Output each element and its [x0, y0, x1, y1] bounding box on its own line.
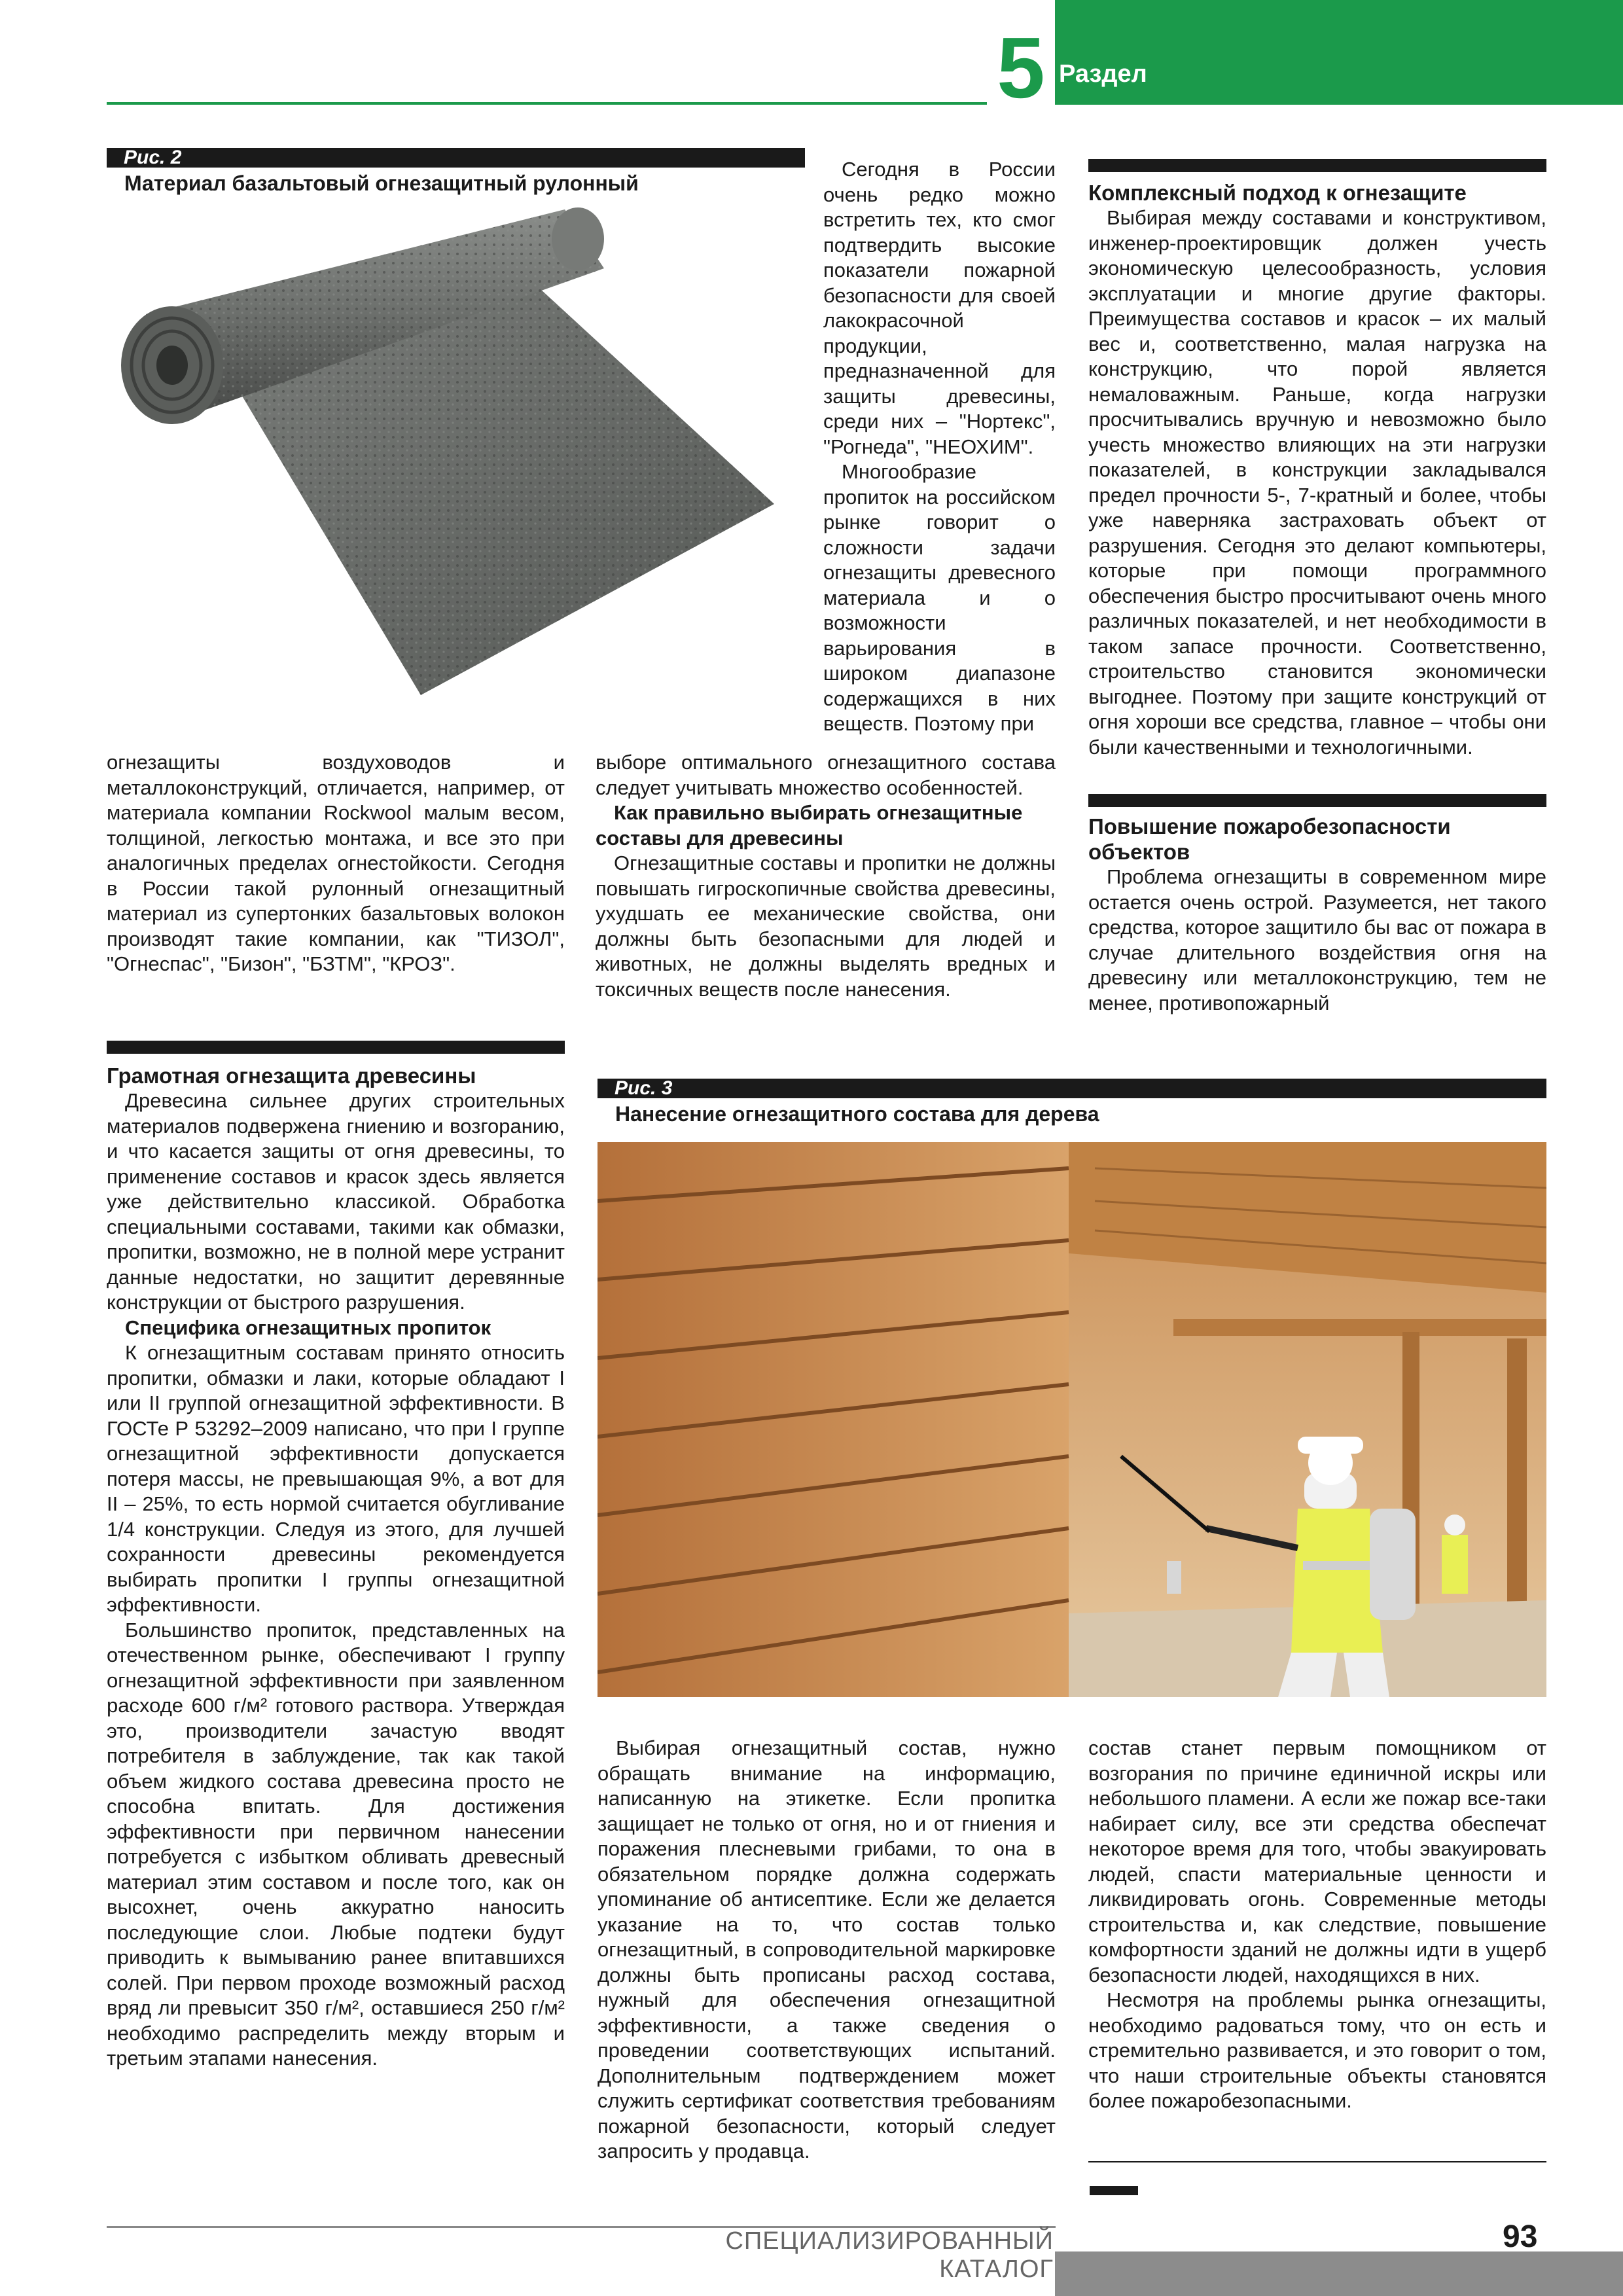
heading-bar	[107, 1041, 565, 1054]
end-mark	[1090, 2186, 1138, 2195]
paragraph: огнезащиты воздуховодов и металлоконструкций, отличается, например, от материала компании Rockwool малым весом, толщиной, легкостью монтажа, и все это при аналогичных пределах огнестойкости. Сегодня в России такой рулонный огнезащитный материал из супертонких базальтовых волокон производят такие компании, как "ТИЗОЛ", "Огнеспас", "Бизон", "БЗТМ", "КРОЗ".	[107, 751, 565, 975]
section-label: Раздел	[1059, 60, 1147, 88]
paragraph: Большинство пропиток, представленных на отечественном рынке, обеспечивают I группу огнезащитной эффективности при заявленном расходе 600 г/м² готового раствора. Утверждая это, производители зачастую вводят потребителя в заблуждение, так как такой объем жидкого состава древесина просто не способна впитать. Для достижения эффективности при первичном нанесении потребуется с избытком обливать древесный материал этим составом и после того, как он высохнет, очень аккуратно наносить последующие слои. Любые подтеки будут приводить к вымыванию ранее впитавшихся солей. При первом проходе возможный расход вряд ли превысит 350 г/м², оставшиеся 250 г/м² необходимо распределить между вторым и третьим этапами нанесения.	[107, 1618, 565, 2070]
section-heading: Повышение пожаробезопасности объектов	[1088, 814, 1451, 864]
section-heading: Комплексный подход к огнезащите	[1088, 181, 1467, 205]
wood-treatment-photo	[597, 1142, 1546, 1697]
heading-bar	[1088, 159, 1546, 172]
paragraph: состав станет первым помощником от возгорания по причине единичной искры или небольшого пламени. А если же пожар все-таки набирает силу, все эти средства обеспечат некоторое время для того, чтобы эвакуировать людей, спасти материальные ценности и ликвидировать огонь. Современные методы строительства и, как следствие, повышение комфортности зданий не должны идти в ущерб безопасности людей, находящихся в них.	[1088, 1736, 1546, 1986]
paragraph: К огнезащитным составам принято относить пропитки, обмазки и лаки, которые обладают I или II группой огнезащитной эффективности. В ГОСТе Р 53292–2009 написано, что при I группе огнезащитной эффективности допускается потеря массы, не превышающая 9%, а вот для II – 25%, то есть нормой считается обугливание 1/4 конструкции. Следуя из этого, для лучшей сохранности древесины рекомендуется выбирать пропитки I группы огнезащитной эффективности.	[107, 1341, 565, 1616]
footer-band	[1055, 2251, 1623, 2296]
article-col-left-bottom	[107, 1041, 565, 2206]
paragraph: Древесина сильнее других строительных материалов подвержена гниению и возгоранию, и что касается защиты от огня древесины, то применение составов и красок здесь является уже действительно классикой. Обработка специальными составами, такими как обмазки, пропитки, возможно, не в полной мере устранит данные недостатки, но защитит деревянные конструкции от быстрого разрушения.	[107, 1089, 565, 1314]
section-heading: Грамотная огнезащита древесины	[107, 1064, 476, 1088]
paragraph: Сегодня в России очень редко можно встретить тех, кто смог подтвердить высокие показатели пожарной безопасности для своей лакокрасочной продукции, предназначенной для защиты древесины, среди них – "Нортекс", "Рогнеда", "НЕОХИМ".	[823, 158, 1056, 458]
paragraph: выборе оптимального огнезащитного состава следует учитывать множество особенностей.	[596, 751, 1056, 799]
fig2-bar	[107, 148, 805, 168]
fig3-caption: Нанесение огнезащитного состава для дерева	[615, 1102, 1099, 1126]
article-col-right-bottom	[1088, 1736, 1546, 2155]
article-col-mid-mid	[596, 750, 1056, 1064]
paragraph: Выбирая огнезащитный состав, нужно обращать внимание на информацию, написанную на этикетке. Если пропитка защищает не только от огня, но и от гниения и поражения плесневыми грибами, то она в обязательном порядке должна содержать упоминание об антисептике. Если же делается указание на то, что состав только огнезащитный, в сопроводительной маркировке должны быть прописаны расход состава, нужный для обеспечения огнезащитной эффективности, а также сведения о проведении соответствующих испытаний. Дополнительным подтверждением может служить сертификат соответствия требованиям пожарной безопасности, который следует запросить у продавца.	[597, 1736, 1056, 2162]
paragraph: Выбирая между составами и конструктивом, инженер-проектировщик должен учесть экономическую целесообразность, условия эксплуатации и многие другие факторы. Преимущества составов и красок – их малый вес и, соответственно, малая нагрузка на конструкцию, что порой является немаловажным. Раньше, когда нагрузки просчитывались вручную и невозможно было учесть множество влияющих на эти нагрузки показателей, в конструкции закладывался предел прочности 5-, 7-кратный и более, чтобы уже наверняка застраховать объект от разрушения. Сегодня это делают компьютеры, которые при помощи программного обеспечения быстро просчитывают очень много различных показателей, и нет необходимости в таком запасе прочности. Соответственно, строительство становится экономически выгоднее. Поэтому при защите конструкций от огня хороши все средства, главное – чтобы они были качественными и технологичными.	[1088, 206, 1546, 759]
paragraph: Огнезащитные составы и пропитки не должны повышать гигроскопичные свойства древесины, ухудшать ее механические свойства, они должны быть безопасными для людей и животных, не должны выделять вредных и токсичных веществ после нанесения.	[596, 852, 1056, 1001]
section-banner	[1055, 0, 1623, 105]
section-number: 5	[997, 20, 1045, 116]
basalt-roll-image	[107, 196, 805, 700]
article-col-right-top	[1088, 159, 1546, 1062]
fig2-caption: Материал базальтовый огнезащитный рулонный	[124, 171, 639, 195]
heading-bar	[1088, 794, 1546, 807]
paragraph: Несмотря на проблемы рынка огнезащиты, необходимо радоваться тому, что он есть и стремительно развивается, и это говорит о том, что наши строительные объекты становятся более пожаробезопасными.	[1088, 1988, 1546, 2112]
paragraph: Многообразие пропиток на российском рынке говорит о сложности задачи огнезащиты древесного материала и о возможности варьирования в широком диапазоне содержащихся в них веществ. Поэтому при	[823, 460, 1056, 735]
page-number: 93	[1503, 2219, 1538, 2254]
subheading: Как правильно выбирать огнезащитные составы для древесины	[596, 801, 1023, 850]
paragraph: Проблема огнезащиты в современном мире остается очень острой. Разумеется, нет такого средства, которое защитило бы вас от пожара в случае длительного воздействия огня на древесину или металлоконструкцию, тем не менее, противопожарный	[1088, 865, 1546, 1014]
fig3-tag: Рис. 3	[615, 1077, 673, 1099]
article-col-mid-top	[823, 157, 1056, 754]
end-rule	[1088, 2161, 1546, 2162]
fig2-tag: Рис. 2	[124, 147, 182, 168]
footer-catalog-title: СПЕЦИАЛИЗИРОВАННЫЙ КАТАЛОГ	[725, 2227, 1054, 2283]
article-col-mid-bottom	[597, 1736, 1056, 2207]
subheading: Специфика огнезащитных пропиток	[125, 1316, 491, 1339]
article-col-left-mid	[107, 750, 565, 1014]
fig3-bar	[597, 1079, 1546, 1098]
header-rule	[107, 102, 987, 105]
